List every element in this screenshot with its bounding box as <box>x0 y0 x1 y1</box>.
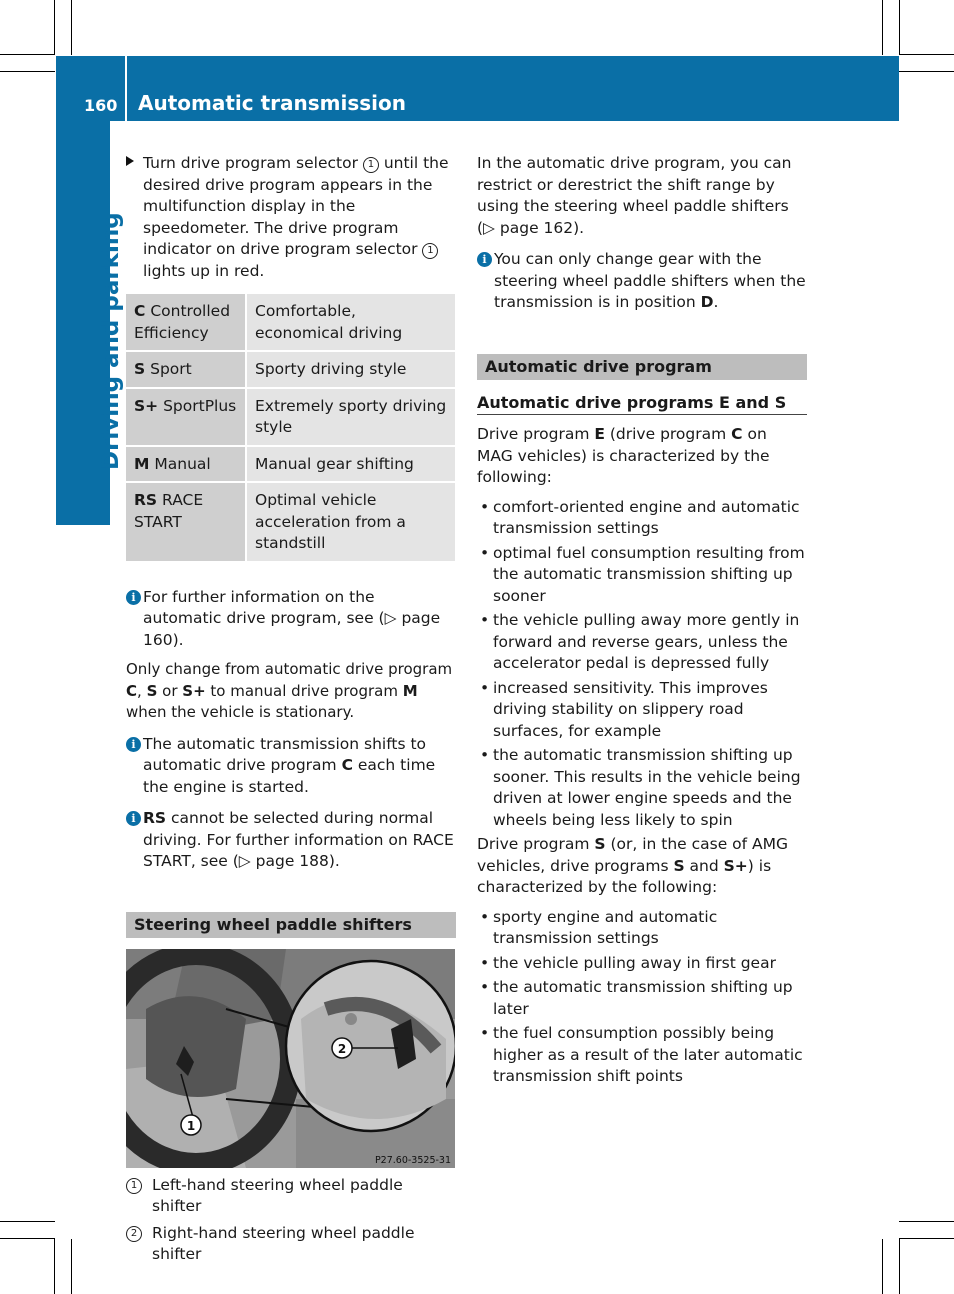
bullet-icon: • <box>480 978 490 996</box>
callout-1-icon: 1 <box>126 1178 142 1194</box>
crop-mark <box>899 1239 900 1294</box>
list-item <box>477 977 807 1020</box>
program-description: Comfortable, economical driving <box>246 294 455 351</box>
program-code: C <box>134 302 146 320</box>
crop-mark <box>71 1239 72 1294</box>
paragraph <box>477 424 807 489</box>
program-name: Sport <box>150 360 192 378</box>
section-title: Automatic transmission <box>138 91 406 115</box>
program-code: S+ <box>134 396 159 415</box>
list-item <box>477 497 807 540</box>
paragraph-text: Only change from automatic drive program <box>126 660 453 678</box>
program-description: Extremely sporty driving style <box>246 388 455 446</box>
drive-program-table <box>126 294 455 563</box>
program-name: SportPlus <box>163 396 237 415</box>
paragraph-text: (drive program <box>604 425 732 443</box>
table-row <box>126 351 455 388</box>
paragraph-text: Drive program <box>477 835 595 853</box>
gear-position: D <box>700 293 714 311</box>
program-name-cell <box>126 388 246 446</box>
crop-mark <box>54 1239 55 1294</box>
program-name: Manual <box>154 454 211 473</box>
info-icon: i <box>477 252 492 267</box>
callout-1-icon: 1 <box>422 243 438 259</box>
program-name-cell <box>126 446 246 483</box>
info-icon: i <box>126 590 141 605</box>
program-code: C <box>341 756 353 774</box>
left-column <box>126 153 456 1266</box>
program-e-list <box>477 497 807 832</box>
list-item-text: the automatic transmission shifting up sooner. This results in the vehicle being driven at lower engine speeds and the wheels being less likely to spin <box>493 746 801 829</box>
info-icon: i <box>126 737 141 752</box>
list-item-text: comfort-oriented engine and automatic transmission settings <box>493 497 800 537</box>
paragraph-text: (or, in the case of AMG vehicles, drive programs <box>477 835 789 875</box>
list-item-text: optimal fuel consumption resulting from the automatic transmission shifting up sooner <box>493 543 805 605</box>
paragraph-text: when the vehicle is stationary. <box>126 703 355 721</box>
paragraph-text: Drive program <box>477 425 595 443</box>
paragraph-text: , <box>137 681 147 700</box>
program-code: RS <box>134 491 158 509</box>
crop-mark <box>882 1239 883 1294</box>
program-code: S <box>146 681 158 700</box>
crop-mark <box>71 0 72 55</box>
bullet-icon: • <box>480 497 490 516</box>
bullet-icon: • <box>480 1024 490 1042</box>
crop-mark <box>899 71 954 72</box>
paragraph-text: on MAG vehicles) is characterized by the following: <box>477 425 770 486</box>
crop-mark <box>899 1238 954 1239</box>
program-description: Optimal vehicle acceleration from a standstill <box>246 482 455 562</box>
info-text: . <box>713 293 719 311</box>
paragraph-text: and <box>684 856 724 875</box>
table-row <box>126 482 455 562</box>
program-code: C <box>126 681 138 700</box>
list-item-text: sporty engine and automatic transmission settings <box>493 907 718 947</box>
crop-mark <box>54 0 55 55</box>
list-item <box>477 543 807 608</box>
caption-text: Right-hand steering wheel paddle shifter <box>152 1223 415 1263</box>
program-code: RS <box>143 809 167 827</box>
program-description: Sporty driving style <box>246 351 455 388</box>
list-item <box>477 610 807 675</box>
list-item-text: increased sensitivity. This improves driving stability on slippery road surfaces, for example <box>493 678 768 740</box>
table-row <box>126 388 455 446</box>
section-band-steering: Steering wheel paddle shifters <box>126 912 456 938</box>
bullet-icon: • <box>480 678 490 697</box>
program-name: Controlled Efficiency <box>134 302 231 342</box>
info-note <box>126 587 456 652</box>
paragraph <box>477 834 807 899</box>
caption-item <box>126 1175 456 1218</box>
step-text: Turn drive program selector <box>143 154 358 172</box>
program-code: S <box>134 360 146 378</box>
program-code: M <box>402 681 418 700</box>
header-separator <box>125 56 127 121</box>
section-band-auto-program: Automatic drive program <box>477 354 807 380</box>
list-item <box>477 745 807 831</box>
info-icon: i <box>126 811 141 826</box>
paragraph <box>126 659 456 724</box>
step-text: until the desired drive program appears in the multifunction display in the speedometer. The drive program indicator on drive program selector <box>143 154 449 258</box>
figure-captions <box>126 1175 456 1266</box>
caption-text: Left-hand steering wheel paddle shifter <box>152 1175 403 1215</box>
right-column <box>477 153 807 1088</box>
list-item-text: the vehicle pulling away more gently in forward and reverse gears, unless the accelerator pedal is depressed fully <box>493 611 800 672</box>
image-code: P27.60-3525-31 <box>374 1154 451 1166</box>
crop-mark <box>899 54 954 55</box>
step-text: lights up in red. <box>143 261 265 280</box>
subheading: Automatic drive programs E and S <box>477 392 807 416</box>
paragraph-text: or <box>157 681 183 700</box>
info-text: You can only change gear with the steering wheel paddle shifters when the transmission is in position <box>494 250 806 311</box>
program-description: Manual gear shifting <box>246 446 455 483</box>
program-name: RACE START <box>134 491 204 531</box>
info-text: cannot be selected during normal driving. For further information on RACE START, see (▷ page 188). <box>143 809 454 870</box>
program-name-cell <box>126 351 246 388</box>
bullet-icon: • <box>480 543 490 562</box>
side-tab-label: Driving and parking <box>98 212 124 470</box>
info-note <box>477 249 807 314</box>
bullet-icon: • <box>480 953 490 972</box>
program-code: M <box>134 454 150 473</box>
list-item <box>477 1023 807 1088</box>
program-code: C <box>731 425 743 443</box>
program-code: S <box>594 835 606 853</box>
bullet-icon: • <box>480 611 490 629</box>
caption-item <box>126 1223 456 1266</box>
instruction-step <box>126 153 456 282</box>
step-arrow-icon <box>126 156 134 166</box>
table-row <box>126 294 455 351</box>
list-item-text: the automatic transmission shifting up later <box>493 978 793 1018</box>
crop-mark <box>0 1221 55 1222</box>
crop-mark <box>899 0 900 55</box>
paragraph-text: ) is characterized by the following: <box>477 856 772 896</box>
program-code: S+ <box>182 681 206 700</box>
crop-mark <box>0 54 55 55</box>
callout-1-icon: 1 <box>363 157 379 173</box>
crop-mark <box>0 71 55 72</box>
callout-2-label: 2 <box>337 1041 347 1056</box>
steering-wheel-image <box>126 949 456 1168</box>
callout-2-icon: 2 <box>126 1226 142 1242</box>
crop-mark <box>899 1221 954 1222</box>
list-item-text: the fuel consumption possibly being higher as a result of the later automatic transmission shift points <box>493 1024 803 1085</box>
paragraph-text: to manual drive program <box>205 681 403 700</box>
program-code: S+ <box>723 856 748 875</box>
callout-1-label: 1 <box>186 1118 196 1133</box>
table-row <box>126 446 455 483</box>
crop-mark <box>0 1238 55 1239</box>
list-item <box>477 953 807 975</box>
info-text: The automatic transmission shifts to automatic drive program <box>143 734 427 774</box>
info-note <box>126 734 456 799</box>
intro-paragraph: In the automatic drive program, you can restrict or derestrict the shift range by using the steering wheel paddle shifters (▷ page 162). <box>477 154 792 237</box>
list-item <box>477 907 807 950</box>
bullet-icon: • <box>480 746 490 764</box>
program-code: E <box>594 425 605 443</box>
program-code: S <box>673 856 685 875</box>
program-s-list <box>477 907 807 1088</box>
info-text: For further information on the automatic drive program, see (▷ page 160). <box>143 587 441 649</box>
info-text: each time the engine is started. <box>143 756 436 796</box>
crop-mark <box>882 0 883 55</box>
list-item <box>477 678 807 743</box>
program-name-cell <box>126 294 246 351</box>
page-number: 160 <box>84 96 118 115</box>
bullet-icon: • <box>480 907 490 926</box>
list-item-text: the vehicle pulling away in first gear <box>493 953 776 972</box>
info-note <box>126 808 456 873</box>
program-name-cell <box>126 482 246 562</box>
